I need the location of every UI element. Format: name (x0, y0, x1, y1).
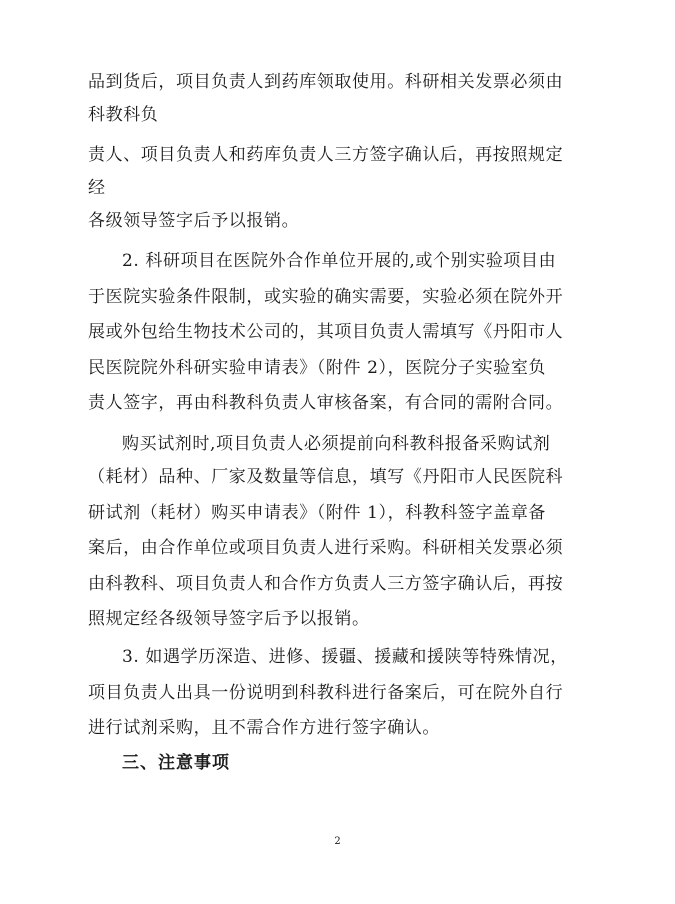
page-number: 2 (334, 836, 341, 847)
text-line: （耗材）品种、厂家及数量等信息，填写《丹阳市人民医院科 (88, 467, 564, 487)
text-line: 进行试剂采购，且不需合作方进行签字确认。 (88, 718, 440, 738)
text-line: 各级领导签字后予以报销。 (88, 211, 300, 231)
text-line: 民医院院外科研实验申请表》（附件 2），医院分子实验室负 (88, 358, 547, 378)
text-line: 科教科负 (88, 105, 159, 125)
text-line: 照规定经各级领导签字后予以报销。 (88, 609, 370, 629)
text-line: 3. 如遇学历深造、进修、援疆、援藏和援陕等特殊情况， (122, 647, 568, 667)
text-line: 品到货后，项目负责人到药库领取使用。科研相关发票必须由 (88, 72, 564, 92)
text-line: 研试剂（耗材）购买申请表》（附件 1），科教科签字盖章备 (88, 503, 547, 523)
text-line: 于医院实验条件限制，或实验的确实需要，实验必须在院外开 (88, 287, 564, 307)
text-line: 项目负责人出具一份说明到科教科进行备案后，可在院外自行 (88, 683, 564, 703)
text-line: 展或外包给生物技术公司的，其项目负责人需填写《丹阳市人 (88, 322, 564, 342)
text-line: 责人签字，再由科教科负责人审核备案，有合同的需附合同。 (88, 393, 564, 413)
text-line: 经 (88, 178, 106, 198)
text-line: 2. 科研项目在医院外合作单位开展的,或个别实验项目由 (122, 251, 557, 271)
section-heading: 三、注意事项 (122, 753, 230, 773)
text-line: 由科教科、项目负责人和合作方负责人三方签字确认后，再按 (88, 574, 564, 594)
text-line: 责人、项目负责人和药库负责人三方签字确认后，再按照规定 (88, 145, 564, 165)
text-line: 购买试剂时,项目负责人必须提前向科教科报备采购试剂 (122, 434, 551, 454)
text-line: 案后，由合作单位或项目负责人进行采购。科研相关发票必须 (88, 538, 564, 558)
